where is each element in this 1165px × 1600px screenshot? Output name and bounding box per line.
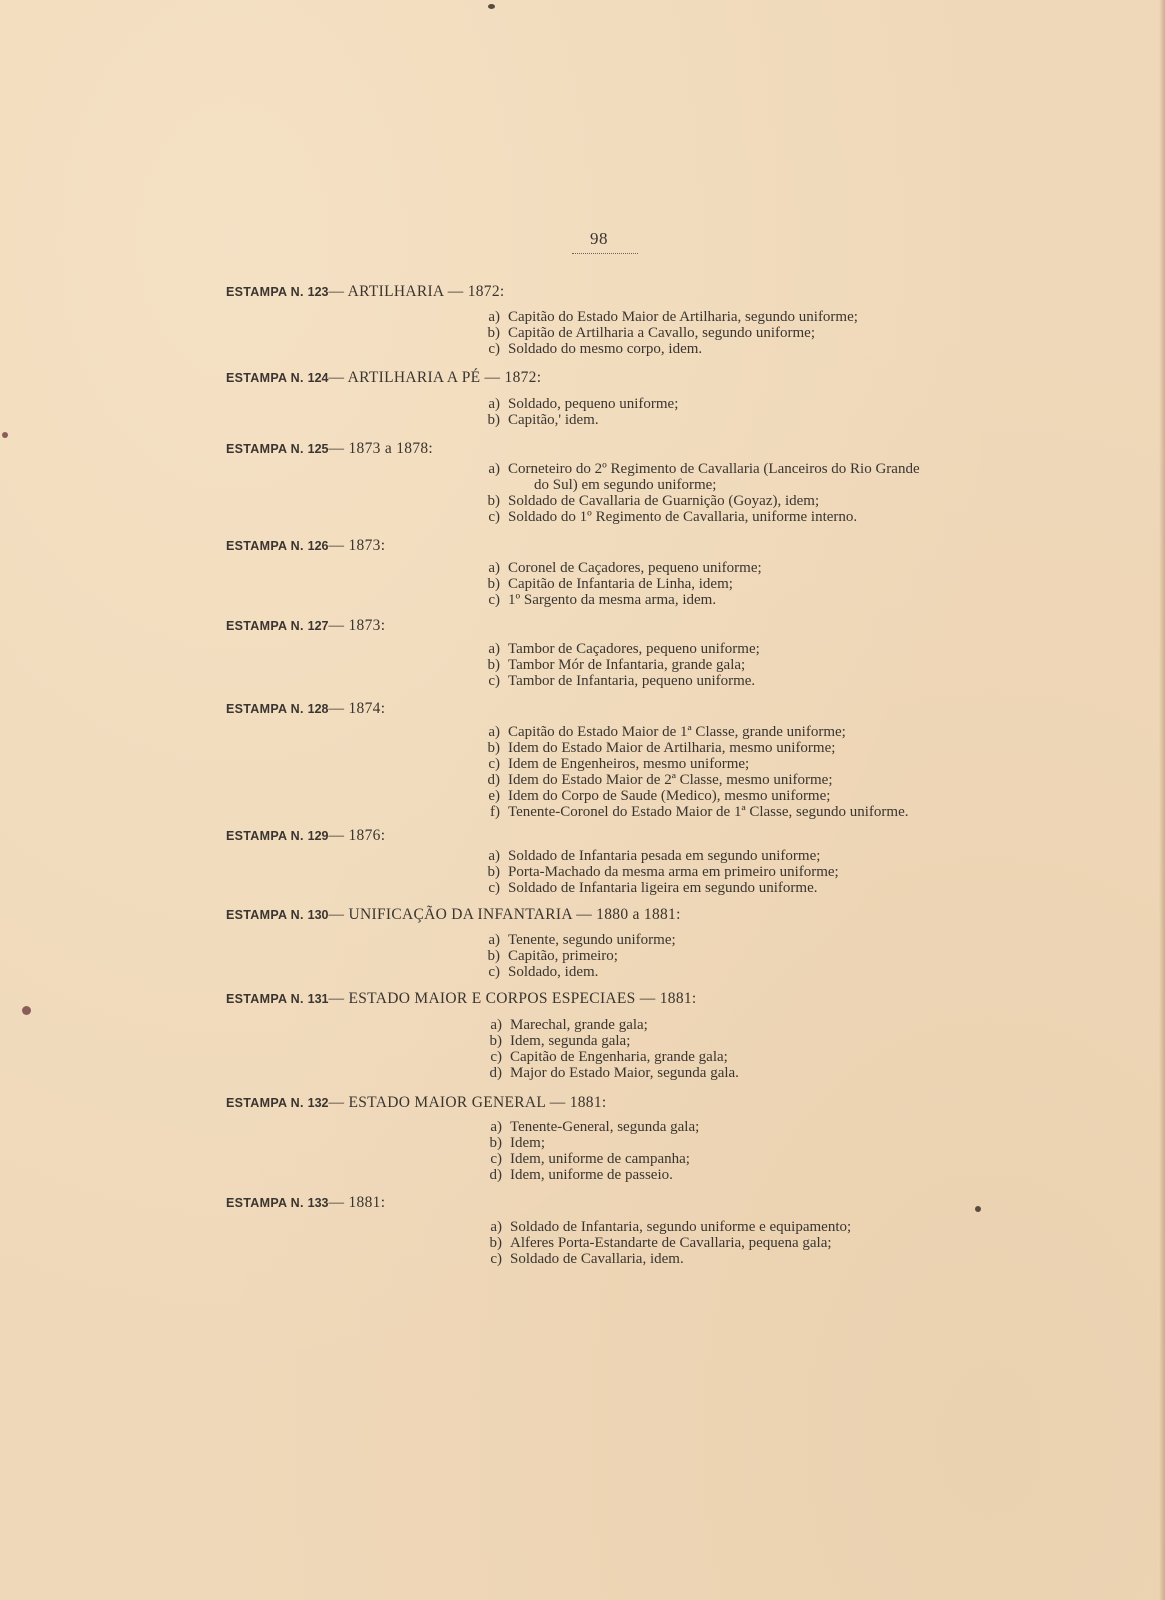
plate-item-list [470,641,760,689]
plate-item [472,1065,739,1081]
plate-item [470,804,909,820]
item-letter: a) [488,461,500,477]
item-text: Tenente-Coronel do Estado Maior de 1ª Classe, segundo uniforme. [508,804,909,820]
item-text: Idem de Engenheiros, mesmo uniforme; [508,756,750,772]
item-letter: c) [488,673,500,689]
plate-title: — 1873 a 1878: [328,440,434,457]
item-text: Soldado de Cavallaria, idem. [510,1251,684,1267]
plate-item [470,592,762,608]
plate-title: — 1876: [328,827,386,844]
plate-label: ESTAMPA N. [226,829,304,843]
plate-item [470,932,676,948]
plate-number: 128 [307,702,329,716]
item-letter: b) [489,1235,502,1251]
item-letter: b) [487,493,500,509]
plate-heading [226,1194,385,1212]
item-text: Marechal, grande gala; [510,1017,648,1033]
item-text: Soldado de Cavallaria de Guarnição (Goyaz), idem; [508,493,820,509]
item-text: Alferes Porta-Estandarte de Cavallaria, pequena gala; [510,1235,832,1251]
page-number: 98 [590,229,608,248]
item-letter: a) [488,396,500,412]
item-letter: d) [487,772,500,788]
item-text: Capitão, primeiro; [508,948,618,964]
item-text: Capitão do Estado Maior de Artilharia, segundo uniforme; [508,309,858,325]
plate-item [470,576,762,592]
item-text: Idem, uniforme de passeio. [510,1167,673,1183]
plate-item-list [470,724,909,820]
plate-title: — ESTADO MAIOR E CORPOS ESPECIAES — 1881: [328,990,697,1007]
plate-heading [226,906,681,924]
plate-item [470,560,762,576]
plate-title: — 1873: [328,537,386,554]
plate-number: 126 [307,539,329,553]
plate-item [470,673,760,689]
item-text: Corneteiro do 2º Regimento de Cavallaria (Lanceiros do Rio Grande [508,461,920,477]
plate-item [470,325,858,341]
item-letter: b) [487,412,500,428]
plate-heading [226,1094,607,1112]
plate-title: — ARTILHARIA A PÉ — 1872: [328,369,542,386]
plate-item-list [470,461,920,525]
item-letter: c) [490,1251,502,1267]
plate-item-list [470,560,762,608]
item-letter: c) [490,1049,502,1065]
plate-label: ESTAMPA N. [226,1196,304,1210]
item-letter: c) [488,509,500,525]
plate-title: — 1873: [328,617,386,634]
paper-speck [975,1206,981,1212]
plate-item [470,657,760,673]
plate-item [470,756,909,772]
plate-item [470,641,760,657]
paper-speck [22,1006,31,1015]
plate-title: — ARTILHARIA — 1872: [328,283,505,300]
item-letter: c) [490,1151,502,1167]
plate-item [470,477,920,493]
item-text: Soldado, idem. [508,964,599,980]
plate-label: ESTAMPA N. [226,371,304,385]
plate-label: ESTAMPA N. [226,702,304,716]
item-text: Idem, uniforme de campanha; [510,1151,690,1167]
item-letter: b) [487,740,500,756]
plate-item [470,880,839,896]
item-text: Porta-Machado da mesma arma em primeiro uniforme; [508,864,839,880]
item-letter: b) [489,1033,502,1049]
item-letter: a) [490,1119,502,1135]
plate-title: — 1874: [328,700,386,717]
plate-item [472,1235,851,1251]
item-text: Idem; [510,1135,545,1151]
plate-heading [226,537,385,555]
plate-item [470,412,678,428]
item-text: Soldado de Infantaria pesada em segundo uniforme; [508,848,821,864]
item-text: Idem do Corpo de Saude (Medico), mesmo uniforme; [508,788,831,804]
plate-item [472,1151,699,1167]
plate-item-list [470,309,858,357]
item-letter: a) [488,560,500,576]
plate-item-list [470,932,676,980]
plate-label: ESTAMPA N. [226,442,304,456]
item-text: Major do Estado Maior, segunda gala. [510,1065,739,1081]
plate-heading [226,440,433,458]
item-text: Tambor Mór de Infantaria, grande gala; [508,657,746,673]
plate-item [472,1049,739,1065]
plate-label: ESTAMPA N. [226,285,304,299]
item-letter: c) [488,880,500,896]
plate-number: 123 [307,285,329,299]
item-letter: a) [488,641,500,657]
item-letter: a) [488,724,500,740]
item-letter: b) [487,576,500,592]
item-letter: a) [490,1017,502,1033]
item-text: Capitão,' idem. [508,412,599,428]
plate-title: — ESTADO MAIOR GENERAL — 1881: [328,1094,607,1111]
plate-item [470,772,909,788]
plate-label: ESTAMPA N. [226,1096,304,1110]
plate-item [470,724,909,740]
plate-number: 124 [307,371,329,385]
plate-item [470,848,839,864]
plate-item [470,964,676,980]
item-letter: c) [488,592,500,608]
plate-label: ESTAMPA N. [226,992,304,1006]
plate-item-list [472,1017,739,1081]
item-text: Capitão de Artilharia a Cavallo, segundo uniforme; [508,325,816,341]
plate-title: — UNIFICAÇÃO DA INFANTARIA — 1880 a 1881: [328,906,681,923]
item-letter: a) [490,1219,502,1235]
item-text: Idem do Estado Maior de Artilharia, mesmo uniforme; [508,740,836,756]
plate-item-list [470,396,678,428]
paper-speck [2,432,8,438]
item-letter: d) [489,1167,502,1183]
item-letter: c) [488,341,500,357]
plate-item [470,341,858,357]
plate-item [470,740,909,756]
item-text: Tenente, segundo uniforme; [508,932,676,948]
plate-item [470,509,920,525]
plate-heading [226,617,385,635]
item-letter: b) [489,1135,502,1151]
item-letter: b) [487,948,500,964]
item-text: Tambor de Infantaria, pequeno uniforme. [508,673,756,689]
item-letter: d) [489,1065,502,1081]
item-text: Capitão de Infantaria de Linha, idem; [508,576,733,592]
plate-item [472,1219,851,1235]
plate-label: ESTAMPA N. [226,619,304,633]
item-letter: e) [488,788,500,804]
item-text: Coronel de Caçadores, pequeno uniforme; [508,560,762,576]
page-number-ornament [572,250,638,254]
plate-heading [226,827,385,845]
plate-number: 132 [307,1096,329,1110]
item-letter: a) [488,932,500,948]
plate-item [470,493,920,509]
plate-title: — 1881: [328,1194,386,1211]
plate-heading [226,369,541,387]
item-letter: b) [487,325,500,341]
plate-number: 130 [307,908,329,922]
item-text: Soldado de Infantaria, segundo uniforme e equipamento; [510,1219,852,1235]
item-letter: b) [487,864,500,880]
item-text: Soldado do mesmo corpo, idem. [508,341,703,357]
plate-number: 125 [307,442,329,456]
plate-label: ESTAMPA N. [226,908,304,922]
plate-number: 127 [307,619,329,633]
plate-item [470,396,678,412]
plate-item [470,461,920,477]
item-letter: a) [488,848,500,864]
plate-label: ESTAMPA N. [226,539,304,553]
item-text: Soldado de Infantaria ligeira em segundo uniforme. [508,880,818,896]
item-letter: c) [488,964,500,980]
page-edge-shadow [1159,0,1165,1600]
item-text: Tambor de Caçadores, pequeno uniforme; [508,641,760,657]
plate-item-list [470,848,839,896]
plate-item [470,788,909,804]
plate-item [470,864,839,880]
plate-item-list [472,1219,851,1267]
plate-item [470,948,676,964]
paper-speck [488,4,495,9]
plate-item [472,1017,739,1033]
item-text: Tenente-General, segunda gala; [510,1119,700,1135]
plate-heading [226,700,385,718]
item-text: Capitão do Estado Maior de 1ª Classe, grande uniforme; [508,724,846,740]
plate-number: 131 [307,992,329,1006]
plate-item [472,1119,699,1135]
item-text: Idem do Estado Maior de 2ª Classe, mesmo uniforme; [508,772,833,788]
item-letter: a) [488,309,500,325]
item-letter: b) [487,657,500,673]
item-letter: c) [488,756,500,772]
item-text: Soldado do 1º Regimento de Cavallaria, uniforme interno. [508,509,858,525]
plate-number: 133 [307,1196,329,1210]
plate-item [472,1251,851,1267]
item-letter: f) [490,804,500,820]
plate-item [472,1033,739,1049]
plate-heading [226,283,505,301]
plate-item [472,1167,699,1183]
plate-item [472,1135,699,1151]
item-text: 1º Sargento da mesma arma, idem. [508,592,717,608]
plate-heading [226,990,697,1008]
plate-number: 129 [307,829,329,843]
item-text: Capitão de Engenharia, grande gala; [510,1049,728,1065]
plate-item [470,309,858,325]
item-text-continuation: do Sul) em segundo uniforme; [534,477,717,493]
item-text: Soldado, pequeno uniforme; [508,396,679,412]
plate-item-list [472,1119,699,1183]
item-text: Idem, segunda gala; [510,1033,631,1049]
